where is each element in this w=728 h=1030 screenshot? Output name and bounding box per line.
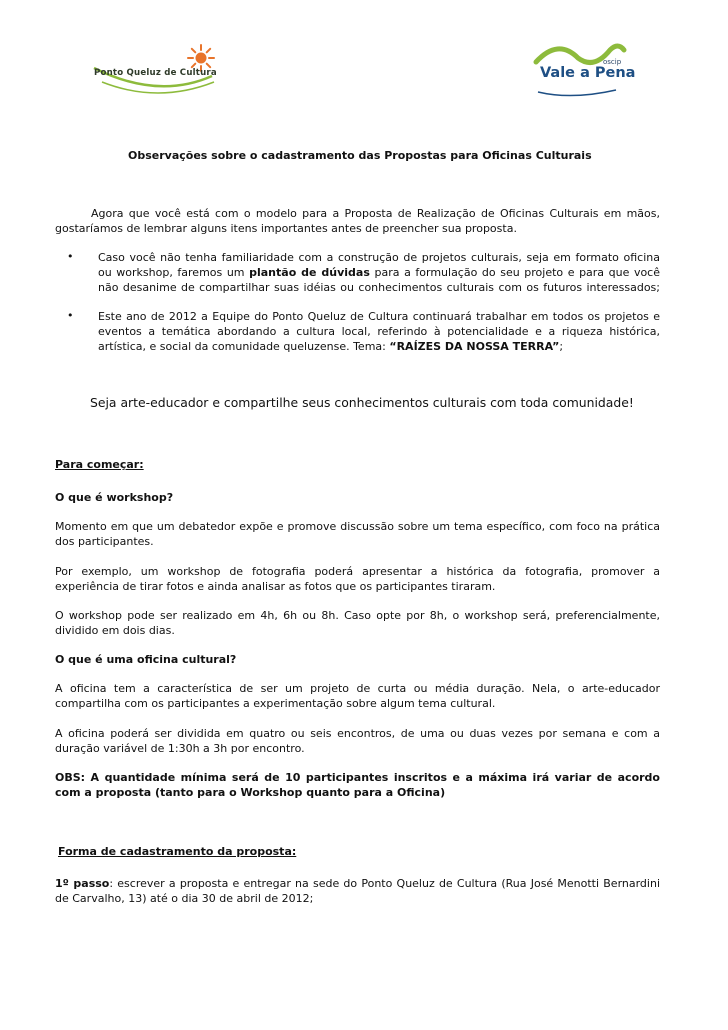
obs-line-2: com a proposta (tanto para o Workshop quanto para a Oficina) [55, 786, 446, 799]
oficina-paragraph-2 [55, 726, 660, 756]
slogan: Seja arte-educador e compartilhe seus conhecimentos culturais com toda comunidade! [90, 395, 634, 410]
passo-line-1: 1º passo: escrever a proposta e entregar na sede do Ponto Queluz de Cultura (Rua José Menotti Bernardini [55, 877, 661, 890]
workshop-p1-line-2: dos participantes. [55, 535, 154, 548]
para-comecar-heading: Para começar: [55, 458, 144, 471]
tema-text: “RAÍZES DA NOSSA TERRA” [389, 340, 560, 353]
right-logo-text: Vale a Pena [540, 65, 636, 81]
ponto-queluz-logo [88, 38, 228, 100]
workshop-p2-line-2: experiência de tirar fotos e ainda analisar as fotos que os participantes tiraram. [55, 580, 496, 593]
bullet1-line-2: ou workshop, faremos um plantão de dúvidas para a formulação do seu projeto e para que você [98, 266, 660, 279]
passo-paragraph [55, 876, 660, 906]
document-title: Observações sobre o cadastramento das Propostas para Oficinas Culturais [128, 149, 592, 162]
bullet2-line-2: eventos a temática abordando a cultura local, referindo à potencialidade e a riqueza histórica, [98, 325, 660, 338]
workshop-p1-line-1: Momento em que um debatedor expõe e promove discussão sobre um tema específico, com foco na prática [55, 520, 660, 533]
plantao-duvidas-text: plantão de dúvidas [249, 266, 370, 279]
bullet1-line-3: não desanime de compartilhar suas idéias ou conhecimentos culturais com os futuros interessados; [98, 281, 660, 294]
workshop-paragraph-1 [55, 519, 660, 549]
oficina-p1-line-2: compartilha com os participantes a experimentação sobre algum tema cultural. [55, 697, 496, 710]
intro-line-1: Agora que você está com o modelo para a Proposta de Realização de Oficinas Culturais em mãos, [91, 207, 660, 220]
workshop-heading: O que é workshop? [55, 491, 174, 504]
obs-line-1: OBS: A quantidade mínima será de 10 participantes inscritos e a máxima irá variar de acordo [55, 771, 660, 784]
bullet2-line-3: artística, e social da comunidade queluzense. Tema: “RAÍZES DA NOSSA TERRA”; [98, 340, 564, 353]
bullet-item-2 [98, 309, 660, 354]
workshop-paragraph-2 [55, 564, 660, 594]
left-logo-text: Ponto Queluz de Cultura [94, 68, 217, 78]
bullet-marker: • [67, 250, 74, 263]
oficina-p2-line-1: A oficina poderá ser dividida em quatro ou seis encontros, de uma ou duas vezes por semana e com a [55, 727, 660, 740]
bullet1-line-1: Caso você não tenha familiaridade com a construção de projetos culturais, seja em formato oficina [98, 251, 660, 264]
intro-line-2: gostaríamos de lembrar alguns itens importantes antes de preencher sua proposta. [55, 222, 517, 235]
passo-label: 1º passo [55, 877, 110, 890]
bullet-item-1 [98, 250, 660, 295]
workshop-p3-line-1: O workshop pode ser realizado em 4h, 6h ou 8h. Caso opte por 8h, o workshop será, preferencialmente, [55, 609, 660, 622]
oscip-label: oscip [603, 58, 622, 66]
passo-line-2: de Carvalho, 13) até o dia 30 de abril de 2012; [55, 892, 314, 905]
oficina-heading: O que é uma oficina cultural? [55, 653, 237, 666]
obs-paragraph [55, 770, 660, 800]
intro-paragraph [55, 206, 660, 236]
workshop-p2-line-1: Por exemplo, um workshop de fotografia poderá apresentar a histórica da fotografia, promover a [55, 565, 660, 578]
forma-cadastramento-heading: Forma de cadastramento da proposta: [58, 845, 297, 858]
bullet-marker: • [67, 309, 74, 322]
oficina-p1-line-1: A oficina tem a característica de ser um projeto de curta ou média duração. Nela, o arte-educador [55, 682, 660, 695]
oficina-paragraph-1 [55, 681, 660, 711]
oficina-p2-line-2: duração variável de 1:30h a 3h por encontro. [55, 742, 305, 755]
workshop-paragraph-3 [55, 608, 660, 638]
bullet2-line-1: Este ano de 2012 a Equipe do Ponto Queluz de Cultura continuará trabalhar em todos os projetos e [98, 310, 660, 323]
workshop-p3-line-2: dividido em dois dias. [55, 624, 175, 637]
vale-a-pena-logo [532, 40, 636, 100]
